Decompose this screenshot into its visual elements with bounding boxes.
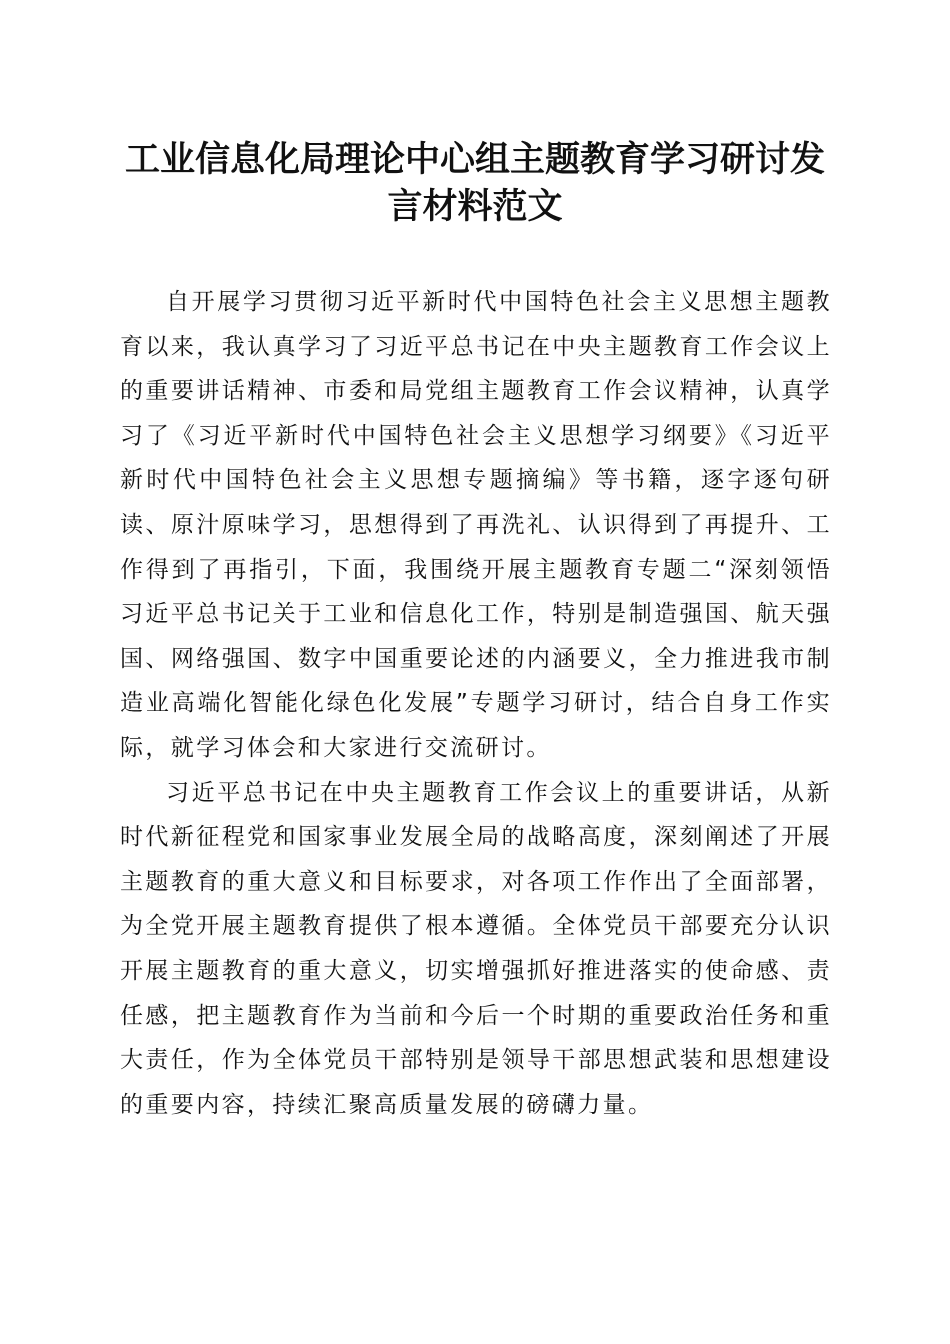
document-title	[100, 136, 850, 230]
paragraph-1: 自开展学习贯彻习近平新时代中国特色社会主义思想主题教育以来，我认真学习了习近平总书记在中央主题教育工作会议上的重要讲话精神、市委和局党组主题教育工作会议精神，认真学习了《习近平新时代中国特色社会主义思想学习纲要》《习近平新时代中国特色社会主义思想专题摘编》等书籍，逐字逐句研读、原汁原味学习，思想得到了再洗礼、认识得到了再提升、工作得到了再指引，下面，我围绕开展主题教育专题二“深刻领悟习近平总书记关于工业和信息化工作，特别是制造强国、航天强国、网络强国、数字中国重要论述的内涵要义，全力推进我市制造业高端化智能化绿色化发展”专题学习研讨，结合自身工作实际，就学习体会和大家进行交流研讨。	[120, 289, 832, 761]
document-body	[120, 280, 832, 1127]
paragraph-2: 习近平总书记在中央主题教育工作会议上的重要讲话，从新时代新征程党和国家事业发展全局的战略高度，深刻阐述了开展主题教育的重大意义和目标要求，对各项工作作出了全面部署，为全党开展主题教育提供了根本遵循。全体党员干部要充分认识开展主题教育的重大意义，切实增强抓好推进落实的使命感、责任感，把主题教育作为当前和今后一个时期的重要政治任务和重大责任，作为全体党员干部特别是领导干部思想武装和思想建设的重要内容，持续汇聚高质量发展的磅礴力量。	[120, 779, 832, 1118]
title-line-2: 言材料范文	[387, 186, 563, 227]
title-line-1: 工业信息化局理论中心组主题教育学习研讨发	[124, 139, 825, 180]
